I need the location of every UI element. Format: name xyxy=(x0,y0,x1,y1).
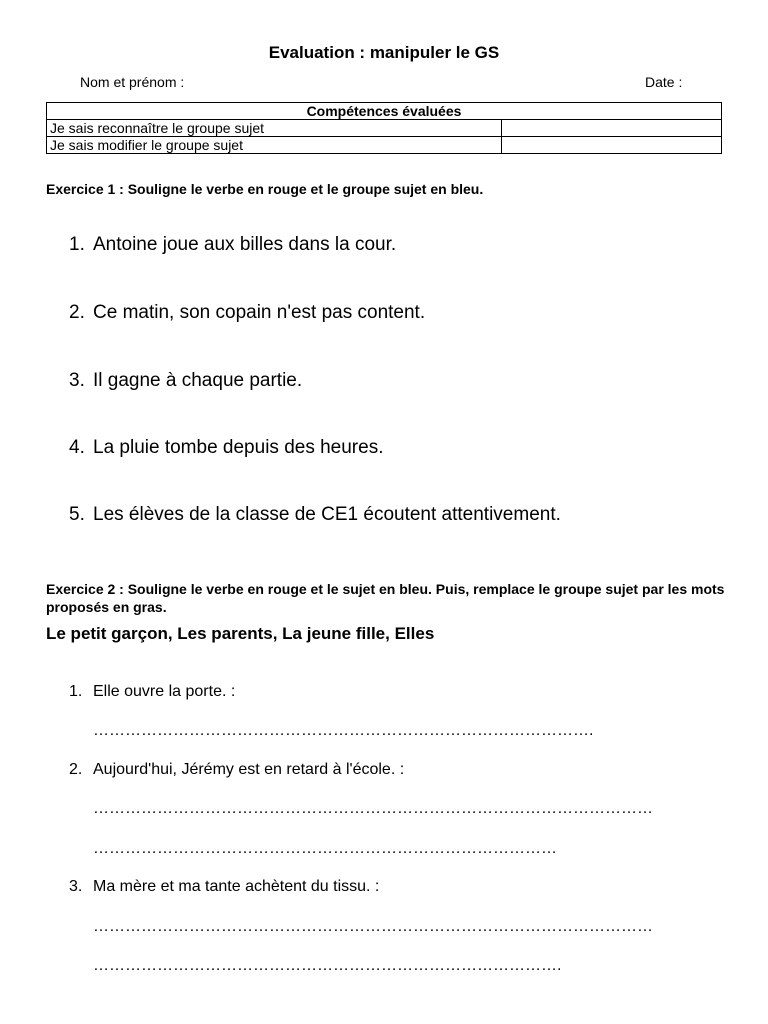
answer-line[interactable]: …………………………………………………………………………………………… xyxy=(93,918,653,935)
answer-line[interactable]: …………………………………………………………………………… xyxy=(93,840,557,857)
item-number: 5. xyxy=(69,504,85,525)
answer-line[interactable]: …………………………………………………………………………………. xyxy=(93,722,594,739)
page-title: Evaluation : manipuler le GS xyxy=(268,43,500,62)
item-number: 1. xyxy=(69,683,83,700)
answer-line[interactable]: …………………………………………………………………………………………… xyxy=(93,800,653,817)
name-label: Nom et prénom : xyxy=(80,74,185,90)
item-number: 2. xyxy=(69,302,85,323)
table-row xyxy=(47,120,722,137)
exercise2-title: Exercice 2 : Souligne le verbe en rouge et le sujet en bleu. Puis, remplace le groupe sujet par les mots proposés en gras. xyxy=(46,581,725,615)
item-number: 3. xyxy=(69,878,83,895)
competence-result-cell[interactable] xyxy=(502,137,722,154)
item-sentence: Il gagne à chaque partie. xyxy=(93,370,303,391)
item-sentence: Elle ouvre la porte. : xyxy=(93,683,236,700)
item-sentence: Ce matin, son copain n'est pas content. xyxy=(93,302,426,323)
item-sentence: La pluie tombe depuis des heures. xyxy=(93,437,384,458)
item-sentence: Ma mère et ma tante achètent du tissu. : xyxy=(93,878,380,895)
table-row xyxy=(47,137,722,154)
competences-heading: Compétences évaluées xyxy=(47,103,722,120)
item-sentence: Les élèves de la classe de CE1 écoutent attentivement. xyxy=(93,504,561,525)
item-number: 3. xyxy=(69,370,85,391)
item-number: 2. xyxy=(69,761,83,778)
item-number: 4. xyxy=(69,437,85,458)
competence-label: Je sais reconnaître le groupe sujet xyxy=(47,120,502,137)
competence-label: Je sais modifier le groupe sujet xyxy=(47,137,502,154)
exercise1-title: Exercice 1 : Souligne le verbe en rouge et le groupe sujet en bleu. xyxy=(46,181,484,197)
replacement-words: Le petit garçon, Les parents, La jeune fille, Elles xyxy=(46,624,435,643)
competence-result-cell[interactable] xyxy=(502,120,722,137)
item-sentence: Aujourd'hui, Jérémy est en retard à l'école. : xyxy=(93,761,405,778)
item-number: 1. xyxy=(69,234,85,255)
date-label: Date : xyxy=(645,74,683,90)
competences-table xyxy=(46,102,722,154)
answer-line[interactable]: ……………………………………………………………………………. xyxy=(93,957,562,974)
item-sentence: Antoine joue aux billes dans la cour. xyxy=(93,234,397,255)
